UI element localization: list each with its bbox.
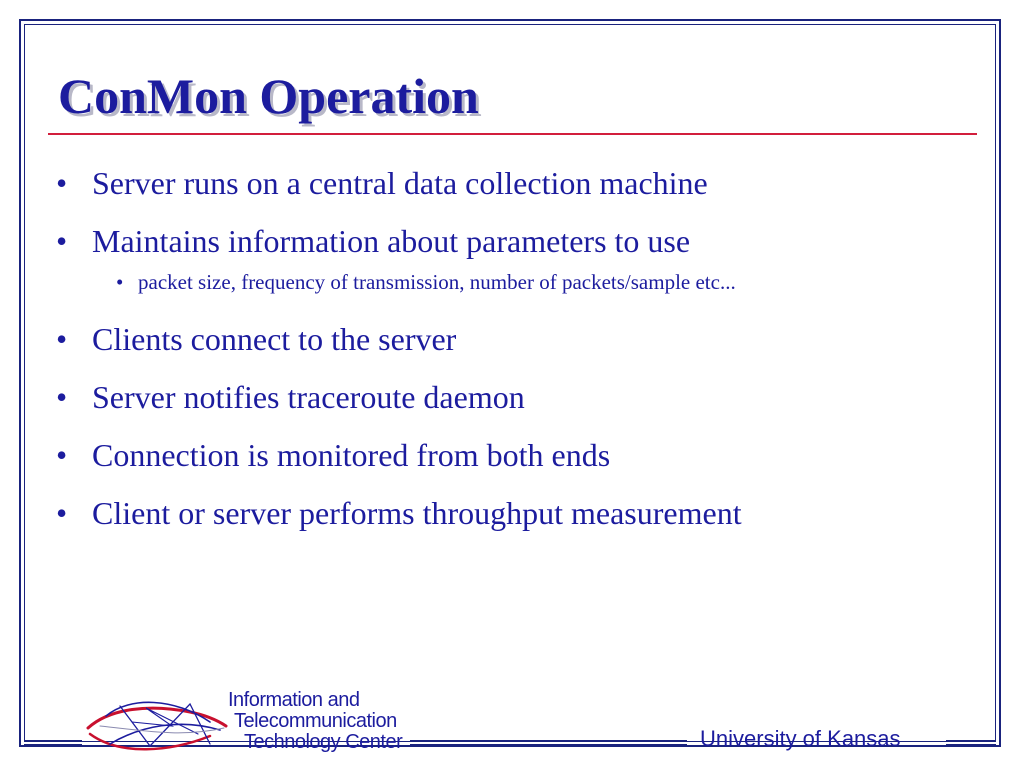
bullet-item: • Server notifies traceroute daemon bbox=[56, 376, 976, 418]
footer-institution: University of Kansas bbox=[700, 726, 901, 751]
sub-bullet-item: • packet size, frequency of transmission, number of packets/sample etc... bbox=[56, 268, 976, 296]
bullet-item: • Clients connect to the server bbox=[56, 318, 976, 360]
bullet-item: • Client or server performs throughput measurement bbox=[56, 492, 976, 534]
bullet-list bbox=[56, 162, 976, 550]
footer-line-left-thin bbox=[24, 744, 82, 745]
ittc-logo-text bbox=[228, 690, 402, 753]
bullet-item: • Server runs on a central data collection machine bbox=[56, 162, 976, 204]
title-divider bbox=[48, 133, 977, 135]
footer-line-left bbox=[24, 740, 82, 742]
logo-line-2: Telecommunication bbox=[234, 710, 397, 732]
footer-line-middle-thin bbox=[410, 744, 687, 745]
bullet-item: • Connection is monitored from both ends bbox=[56, 434, 976, 476]
logo-line-1: Information and bbox=[228, 689, 360, 711]
footer-line-middle bbox=[410, 740, 687, 742]
footer-line-right bbox=[946, 740, 996, 742]
logo-line-3: Technology Center bbox=[244, 731, 403, 753]
bullet-item: • Maintains information about parameters to use bbox=[56, 220, 976, 262]
sub-bullet-list bbox=[56, 268, 976, 296]
footer-line-right-thin bbox=[946, 744, 996, 745]
slide-title: ConMon Operation bbox=[58, 68, 479, 124]
sub-bullet-group bbox=[56, 268, 976, 296]
